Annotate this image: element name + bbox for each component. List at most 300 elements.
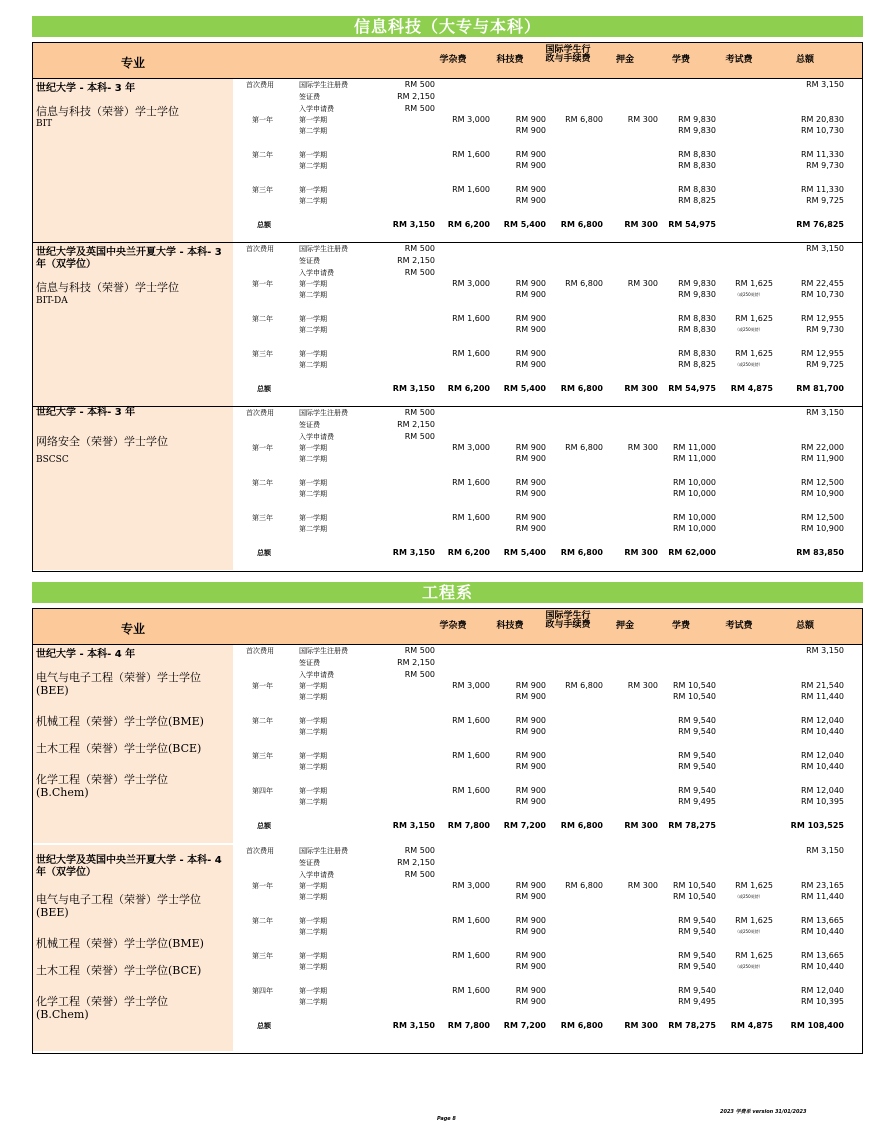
year-label: 第四年 xyxy=(252,987,273,995)
tuition-value: RM 8,830 xyxy=(678,314,716,323)
tech-value: RM 900 xyxy=(515,279,546,288)
tuition-value: RM 9,540 xyxy=(678,986,716,995)
semester-label: 第一学期 xyxy=(299,315,327,323)
misc-value: RM 3,000 xyxy=(452,115,490,124)
sum-total: RM 81,700 xyxy=(796,384,844,393)
header-misc: 学杂费 xyxy=(439,621,467,631)
semester-label: 第二学期 xyxy=(299,291,327,299)
intl-value: RM 6,800 xyxy=(565,443,603,452)
program-title: 世纪大学 - 本科- 3 年 xyxy=(36,407,136,418)
fee-label-reg: 国际学生注册费 xyxy=(299,409,348,417)
misc-value: RM 1,600 xyxy=(452,513,490,522)
tech-value: RM 900 xyxy=(515,997,546,1006)
tuition-value: RM 10,540 xyxy=(673,681,716,690)
header-total: 总额 xyxy=(795,621,814,631)
fee-label-reg: 国际学生注册费 xyxy=(299,81,348,89)
misc-value: RM 1,600 xyxy=(452,478,490,487)
total-value: RM 9,725 xyxy=(806,196,844,205)
first-total-value: RM 3,150 xyxy=(806,244,844,253)
tuition-value: RM 9,540 xyxy=(678,951,716,960)
semester-label: 第一学期 xyxy=(299,280,327,288)
tuition-value: RM 10,000 xyxy=(673,524,716,533)
sum-intl: RM 6,800 xyxy=(560,220,603,229)
fee-value-visa: RM 2,150 xyxy=(397,420,435,429)
sum-total: RM 83,850 xyxy=(796,548,844,557)
semester-label: 第二学期 xyxy=(299,162,327,170)
program-name: 土木工程（荣誉）学士学位(BCE) xyxy=(36,742,202,755)
exam-value: RM 1,625 xyxy=(735,314,773,323)
tech-value: RM 900 xyxy=(515,727,546,736)
semester-label: 第二学期 xyxy=(299,525,327,533)
year-label: 第一年 xyxy=(252,116,273,124)
fee-label-visa: 签证费 xyxy=(299,421,320,429)
sum-tuition: RM 54,975 xyxy=(668,220,716,229)
tech-value: RM 900 xyxy=(515,692,546,701)
tech-value: RM 900 xyxy=(515,927,546,936)
program-title: 世纪大学 - 本科- 4 年 xyxy=(36,649,136,660)
fee-label-app: 入学申请费 xyxy=(299,269,334,277)
total-value: RM 10,900 xyxy=(801,489,844,498)
semester-label: 第二学期 xyxy=(299,963,327,971)
sum-misc: RM 6,200 xyxy=(447,384,490,393)
tuition-value: RM 10,000 xyxy=(673,478,716,487)
program-name: 电气与电子工程（荣誉）学士学位(BEE) xyxy=(36,671,201,697)
header-tech: 科技费 xyxy=(496,55,524,65)
semester-label: 第一学期 xyxy=(299,717,327,725)
total-value: RM 11,330 xyxy=(801,150,844,159)
header-deposit: 押金 xyxy=(615,55,634,65)
sum-total: RM 108,400 xyxy=(790,1021,844,1030)
fee-label-visa: 签证费 xyxy=(299,859,320,867)
total-value: RM 11,900 xyxy=(801,454,844,463)
sum-intl: RM 6,800 xyxy=(560,1021,603,1030)
sum-tech: RM 7,200 xyxy=(503,1021,546,1030)
tech-value: RM 900 xyxy=(515,716,546,725)
tuition-value: RM 8,825 xyxy=(678,196,716,205)
program-name: 电气与电子工程（荣誉）学士学位(BEE) xyxy=(36,893,201,919)
semester-label: 第一学期 xyxy=(299,479,327,487)
semester-label: 第一学期 xyxy=(299,151,327,159)
year-label: 第二年 xyxy=(252,315,273,323)
total-value: RM 10,395 xyxy=(801,997,844,1006)
misc-value: RM 1,600 xyxy=(452,314,490,323)
tuition-value: RM 10,540 xyxy=(673,692,716,701)
total-value: RM 13,665 xyxy=(801,916,844,925)
misc-value: RM 1,600 xyxy=(452,916,490,925)
tech-value: RM 900 xyxy=(515,892,546,901)
sum-first: RM 3,150 xyxy=(392,548,435,557)
semester-label: 第二学期 xyxy=(299,893,327,901)
sum-misc: RM 6,200 xyxy=(447,220,490,229)
total-value: RM 12,040 xyxy=(801,751,844,760)
sum-label: 总额 xyxy=(257,221,271,229)
sum-tuition: RM 54,975 xyxy=(668,384,716,393)
section-eng xyxy=(32,608,863,1054)
sum-total: RM 76,825 xyxy=(796,220,844,229)
tuition-value: RM 9,495 xyxy=(678,997,716,1006)
total-value: RM 10,440 xyxy=(801,927,844,936)
year-label: 第四年 xyxy=(252,787,273,795)
fee-value-app: RM 500 xyxy=(404,104,435,113)
sum-intl: RM 6,800 xyxy=(560,384,603,393)
first-total-value: RM 3,150 xyxy=(806,80,844,89)
fee-value-app: RM 500 xyxy=(404,670,435,679)
block-gap xyxy=(33,843,862,845)
header-exam: 考试费 xyxy=(725,621,753,631)
year-label: 第三年 xyxy=(252,350,273,358)
misc-value: RM 1,600 xyxy=(452,951,490,960)
tech-value: RM 900 xyxy=(515,161,546,170)
total-value: RM 11,440 xyxy=(801,692,844,701)
first-total-value: RM 3,150 xyxy=(806,408,844,417)
sum-tuition: RM 78,275 xyxy=(668,1021,716,1030)
misc-value: RM 1,600 xyxy=(452,150,490,159)
table-header xyxy=(33,609,862,645)
tech-value: RM 900 xyxy=(515,325,546,334)
year-label: 第三年 xyxy=(252,186,273,194)
semester-label: 第一学期 xyxy=(299,787,327,795)
semester-label: 第二学期 xyxy=(299,998,327,1006)
program-name: 土木工程（荣誉）学士学位(BCE) xyxy=(36,964,202,977)
tuition-value: RM 9,540 xyxy=(678,927,716,936)
semester-label: 第一学期 xyxy=(299,444,327,452)
header-major: 专业 xyxy=(120,622,145,636)
header-exam: 考试费 xyxy=(725,55,753,65)
total-value: RM 10,395 xyxy=(801,797,844,806)
misc-value: RM 1,600 xyxy=(452,349,490,358)
tech-value: RM 900 xyxy=(515,196,546,205)
tech-value: RM 900 xyxy=(515,751,546,760)
tech-value: RM 900 xyxy=(515,349,546,358)
misc-value: RM 1,600 xyxy=(452,786,490,795)
first-total-value: RM 3,150 xyxy=(806,846,844,855)
tuition-value: RM 8,830 xyxy=(678,185,716,194)
semester-label: 第二学期 xyxy=(299,693,327,701)
exam-note: （或250英镑） xyxy=(735,362,763,367)
fee-value-app: RM 500 xyxy=(404,268,435,277)
tech-value: RM 900 xyxy=(515,360,546,369)
total-value: RM 22,455 xyxy=(801,279,844,288)
tuition-value: RM 9,830 xyxy=(678,279,716,288)
tech-value: RM 900 xyxy=(515,443,546,452)
tuition-value: RM 8,830 xyxy=(678,150,716,159)
total-value: RM 23,165 xyxy=(801,881,844,890)
header-major: 专业 xyxy=(120,56,145,70)
header-tuition: 学费 xyxy=(671,55,690,65)
semester-label: 第一学期 xyxy=(299,350,327,358)
tuition-value: RM 8,830 xyxy=(678,161,716,170)
exam-value: RM 1,625 xyxy=(735,916,773,925)
exam-note: （或250英镑） xyxy=(735,929,763,934)
header-intl: 国际学生行政与手续费 xyxy=(545,611,591,630)
misc-value: RM 1,600 xyxy=(452,751,490,760)
exam-value: RM 1,625 xyxy=(735,951,773,960)
sum-tuition: RM 78,275 xyxy=(668,821,716,830)
sum-label: 总额 xyxy=(257,385,271,393)
tuition-value: RM 11,000 xyxy=(673,443,716,452)
intl-value: RM 6,800 xyxy=(565,681,603,690)
program-name: 机械工程（荣誉）学士学位(BME) xyxy=(36,937,204,950)
total-value: RM 9,730 xyxy=(806,325,844,334)
tuition-value: RM 9,540 xyxy=(678,716,716,725)
year-label: 第二年 xyxy=(252,151,273,159)
tech-value: RM 900 xyxy=(515,150,546,159)
footer-page: Page 8 xyxy=(437,1116,456,1122)
tech-value: RM 900 xyxy=(515,986,546,995)
semester-label: 第一学期 xyxy=(299,952,327,960)
tuition-value: RM 10,000 xyxy=(673,513,716,522)
program-name: 网络安全（荣誉）学士学位 xyxy=(36,435,168,448)
tuition-value: RM 10,000 xyxy=(673,489,716,498)
sum-first: RM 3,150 xyxy=(392,220,435,229)
program-code: BSCSC xyxy=(36,455,69,465)
misc-value: RM 1,600 xyxy=(452,716,490,725)
footer-version: 2023 学费单 version 31/01/2023 xyxy=(720,1109,807,1115)
tech-value: RM 900 xyxy=(515,962,546,971)
sum-first: RM 3,150 xyxy=(392,1021,435,1030)
total-value: RM 12,040 xyxy=(801,716,844,725)
deposit-value: RM 300 xyxy=(627,681,658,690)
year-label: 第二年 xyxy=(252,917,273,925)
total-value: RM 12,500 xyxy=(801,513,844,522)
exam-note: （或250英镑） xyxy=(735,292,763,297)
sum-intl: RM 6,800 xyxy=(560,548,603,557)
tech-value: RM 900 xyxy=(515,881,546,890)
total-value: RM 20,830 xyxy=(801,115,844,124)
program-code: BIT-DA xyxy=(36,296,68,306)
total-value: RM 9,730 xyxy=(806,161,844,170)
total-value: RM 11,330 xyxy=(801,185,844,194)
misc-value: RM 1,600 xyxy=(452,986,490,995)
sum-tech: RM 5,400 xyxy=(503,384,546,393)
banner-eng: 工程系 xyxy=(32,582,863,603)
sum-exam: RM 4,875 xyxy=(730,384,773,393)
deposit-value: RM 300 xyxy=(627,443,658,452)
program-column xyxy=(33,407,233,570)
tech-value: RM 900 xyxy=(515,762,546,771)
tuition-value: RM 8,825 xyxy=(678,360,716,369)
total-value: RM 10,900 xyxy=(801,524,844,533)
fee-value-visa: RM 2,150 xyxy=(397,658,435,667)
total-value: RM 10,440 xyxy=(801,727,844,736)
tech-value: RM 900 xyxy=(515,115,546,124)
semester-label: 第二学期 xyxy=(299,728,327,736)
header-total: 总额 xyxy=(795,55,814,65)
tech-value: RM 900 xyxy=(515,314,546,323)
misc-value: RM 3,000 xyxy=(452,881,490,890)
year-label: 第二年 xyxy=(252,479,273,487)
total-value: RM 12,955 xyxy=(801,314,844,323)
year-label: 第一年 xyxy=(252,682,273,690)
sum-misc: RM 6,200 xyxy=(447,548,490,557)
tech-value: RM 900 xyxy=(515,290,546,299)
sum-misc: RM 7,800 xyxy=(447,821,490,830)
total-value: RM 10,730 xyxy=(801,126,844,135)
tuition-value: RM 10,540 xyxy=(673,892,716,901)
tech-value: RM 900 xyxy=(515,797,546,806)
semester-label: 第一学期 xyxy=(299,987,327,995)
first-fee-label: 首次费用 xyxy=(246,409,274,417)
sum-tech: RM 5,400 xyxy=(503,220,546,229)
exam-note: （或250英镑） xyxy=(735,894,763,899)
intl-value: RM 6,800 xyxy=(565,115,603,124)
sum-tech: RM 5,400 xyxy=(503,548,546,557)
deposit-value: RM 300 xyxy=(627,881,658,890)
semester-label: 第一学期 xyxy=(299,116,327,124)
program-name: 信息与科技（荣誉）学士学位 xyxy=(36,105,179,118)
year-label: 第一年 xyxy=(252,280,273,288)
program-name: 机械工程（荣誉）学士学位(BME) xyxy=(36,715,204,728)
fee-value-visa: RM 2,150 xyxy=(397,858,435,867)
misc-value: RM 3,000 xyxy=(452,279,490,288)
exam-value: RM 1,625 xyxy=(735,279,773,288)
year-label: 第一年 xyxy=(252,444,273,452)
misc-value: RM 3,000 xyxy=(452,443,490,452)
tech-value: RM 900 xyxy=(515,478,546,487)
tech-value: RM 900 xyxy=(515,524,546,533)
program-title: 世纪大学及英国中央兰开夏大学 - 本科- 3 年（双学位） xyxy=(36,247,222,270)
sum-total: RM 103,525 xyxy=(790,821,844,830)
tech-value: RM 900 xyxy=(515,126,546,135)
fee-value-reg: RM 500 xyxy=(404,846,435,855)
total-value: RM 21,540 xyxy=(801,681,844,690)
semester-label: 第二学期 xyxy=(299,928,327,936)
sum-exam: RM 4,875 xyxy=(730,1021,773,1030)
total-value: RM 13,665 xyxy=(801,951,844,960)
deposit-value: RM 300 xyxy=(627,279,658,288)
fee-label-app: 入学申请费 xyxy=(299,871,334,879)
table-header xyxy=(33,43,862,79)
fee-value-app: RM 500 xyxy=(404,870,435,879)
fee-value-app: RM 500 xyxy=(404,432,435,441)
program-title: 世纪大学 - 本科- 3 年 xyxy=(36,83,136,94)
program-name: 化学工程（荣誉）学士学位(B.Chem) xyxy=(36,995,168,1021)
tech-value: RM 900 xyxy=(515,454,546,463)
fee-value-visa: RM 2,150 xyxy=(397,256,435,265)
first-fee-label: 首次费用 xyxy=(246,647,274,655)
sum-label: 总额 xyxy=(257,822,271,830)
header-tech: 科技费 xyxy=(496,621,524,631)
tuition-value: RM 9,830 xyxy=(678,126,716,135)
tuition-value: RM 9,830 xyxy=(678,290,716,299)
total-value: RM 9,725 xyxy=(806,360,844,369)
exam-note: （或250英镑） xyxy=(735,964,763,969)
tuition-value: RM 10,540 xyxy=(673,881,716,890)
exam-note: （或250英镑） xyxy=(735,327,763,332)
tech-value: RM 900 xyxy=(515,916,546,925)
fee-label-reg: 国际学生注册费 xyxy=(299,245,348,253)
fee-label-app: 入学申请费 xyxy=(299,105,334,113)
fee-label-app: 入学申请费 xyxy=(299,671,334,679)
fee-value-reg: RM 500 xyxy=(404,244,435,253)
year-label: 第三年 xyxy=(252,514,273,522)
year-label: 第三年 xyxy=(252,752,273,760)
sum-misc: RM 7,800 xyxy=(447,1021,490,1030)
header-misc: 学杂费 xyxy=(439,55,467,65)
tuition-value: RM 8,830 xyxy=(678,349,716,358)
fee-label-reg: 国际学生注册费 xyxy=(299,847,348,855)
total-value: RM 11,440 xyxy=(801,892,844,901)
year-label: 第二年 xyxy=(252,717,273,725)
fee-label-visa: 签证费 xyxy=(299,257,320,265)
fee-label-app: 入学申请费 xyxy=(299,433,334,441)
year-label: 第三年 xyxy=(252,952,273,960)
exam-value: RM 1,625 xyxy=(735,349,773,358)
tuition-value: RM 9,540 xyxy=(678,962,716,971)
fee-value-reg: RM 500 xyxy=(404,408,435,417)
first-total-value: RM 3,150 xyxy=(806,646,844,655)
program-name: 化学工程（荣誉）学士学位(B.Chem) xyxy=(36,773,168,799)
tuition-value: RM 9,830 xyxy=(678,115,716,124)
fee-label-visa: 签证费 xyxy=(299,93,320,101)
semester-label: 第二学期 xyxy=(299,361,327,369)
first-fee-label: 首次费用 xyxy=(246,847,274,855)
misc-value: RM 3,000 xyxy=(452,681,490,690)
sum-label: 总额 xyxy=(257,549,271,557)
sum-deposit: RM 300 xyxy=(624,1021,658,1030)
banner-it: 信息科技（大专与本科） xyxy=(32,16,863,37)
semester-label: 第一学期 xyxy=(299,514,327,522)
sum-tuition: RM 62,000 xyxy=(668,548,716,557)
program-code: BIT xyxy=(36,119,53,129)
tech-value: RM 900 xyxy=(515,489,546,498)
program-name: 信息与科技（荣誉）学士学位 xyxy=(36,281,179,294)
fee-label-visa: 签证费 xyxy=(299,659,320,667)
year-label: 第一年 xyxy=(252,882,273,890)
fee-label-reg: 国际学生注册费 xyxy=(299,647,348,655)
first-fee-label: 首次费用 xyxy=(246,245,274,253)
tuition-value: RM 8,830 xyxy=(678,325,716,334)
semester-label: 第二学期 xyxy=(299,127,327,135)
sum-intl: RM 6,800 xyxy=(560,821,603,830)
total-value: RM 12,040 xyxy=(801,986,844,995)
tech-value: RM 900 xyxy=(515,951,546,960)
fee-value-visa: RM 2,150 xyxy=(397,92,435,101)
first-fee-label: 首次费用 xyxy=(246,81,274,89)
semester-label: 第二学期 xyxy=(299,326,327,334)
tuition-value: RM 9,540 xyxy=(678,762,716,771)
semester-label: 第一学期 xyxy=(299,752,327,760)
sum-deposit: RM 300 xyxy=(624,220,658,229)
deposit-value: RM 300 xyxy=(627,115,658,124)
semester-label: 第一学期 xyxy=(299,186,327,194)
tech-value: RM 900 xyxy=(515,681,546,690)
misc-value: RM 1,600 xyxy=(452,185,490,194)
total-value: RM 10,440 xyxy=(801,962,844,971)
semester-label: 第一学期 xyxy=(299,682,327,690)
total-value: RM 10,730 xyxy=(801,290,844,299)
program-title: 世纪大学及英国中央兰开夏大学 - 本科- 4 年（双学位） xyxy=(36,855,222,878)
program-column xyxy=(33,79,233,242)
tuition-value: RM 9,540 xyxy=(678,786,716,795)
tech-value: RM 900 xyxy=(515,513,546,522)
semester-label: 第一学期 xyxy=(299,882,327,890)
sum-tech: RM 7,200 xyxy=(503,821,546,830)
sum-deposit: RM 300 xyxy=(624,821,658,830)
tuition-value: RM 9,495 xyxy=(678,797,716,806)
semester-label: 第二学期 xyxy=(299,455,327,463)
exam-value: RM 1,625 xyxy=(735,881,773,890)
tuition-value: RM 9,540 xyxy=(678,751,716,760)
semester-label: 第一学期 xyxy=(299,917,327,925)
semester-label: 第二学期 xyxy=(299,197,327,205)
intl-value: RM 6,800 xyxy=(565,881,603,890)
sum-deposit: RM 300 xyxy=(624,548,658,557)
total-value: RM 22,000 xyxy=(801,443,844,452)
sum-first: RM 3,150 xyxy=(392,821,435,830)
header-deposit: 押金 xyxy=(615,621,634,631)
header-tuition: 学费 xyxy=(671,621,690,631)
